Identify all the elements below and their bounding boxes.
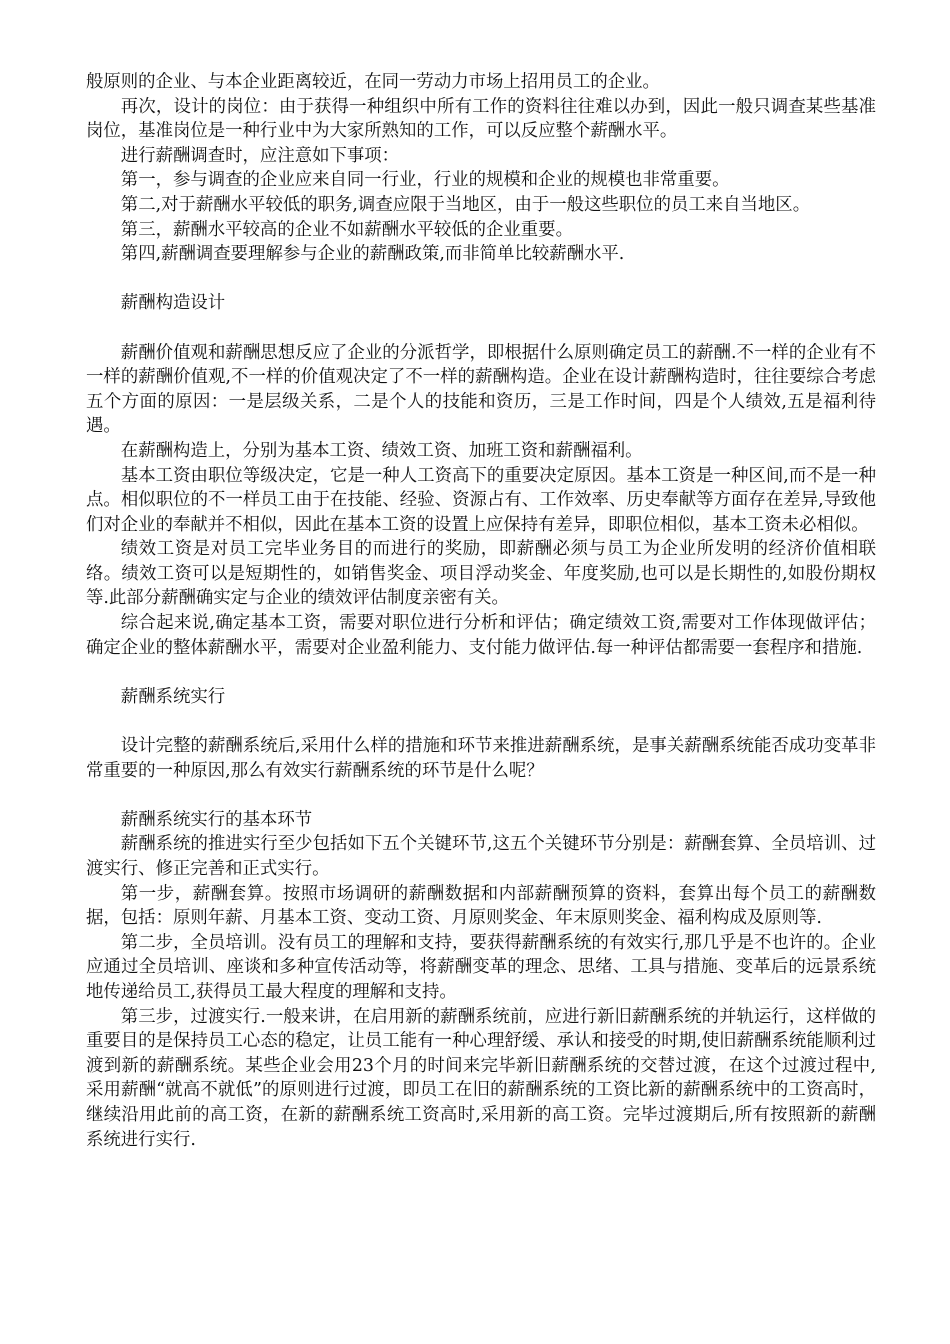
- spacer: [86, 267, 876, 292]
- document-body: [86, 70, 876, 1152]
- paragraph: 综合起来说,确定基本工资，需要对职位进行分析和评估；确定绩效工资,需要对工作体现做评估；确定企业的整体薪酬水平，需要对企业盈利能力、支付能力做评估.每一种评估都需要一套程序和措施.: [86, 613, 876, 658]
- paragraph: 第四,薪酬调查要理解参与企业的薪酬政策,而非简单比较薪酬水平.: [120, 244, 625, 265]
- paragraph: 设计完整的薪酬系统后,采用什么样的措施和环节来推进薪酬系统，是事关薪酬系统能否成功变革非常重要的一种原因,那么有效实行薪酬系统的环节是什么呢？: [86, 736, 876, 781]
- paragraph: 第二,对于薪酬水平较低的职务,调查应限于当地区，由于一般这些职位的员工来自当地区。: [120, 194, 811, 215]
- paragraph: 第三，薪酬水平较高的企业不如薪酬水平较低的企业重要。: [120, 219, 573, 240]
- paragraph: 再次，设计的岗位：由于获得一种组织中所有工作的资料往往难以办到，因此一般只调查某些基准岗位，基准岗位是一种行业中为大家所熟知的工作，可以反应整个薪酬水平。: [86, 96, 876, 142]
- spacer: [86, 660, 876, 685]
- paragraph: 进行薪酬调查时，应注意如下事项：: [120, 145, 400, 166]
- section-heading: 薪酬构造设计: [120, 293, 226, 314]
- section-heading: 薪酬系统实行的基本环节: [120, 809, 313, 830]
- paragraph: 在薪酬构造上，分别为基本工资、绩效工资、加班工资和薪酬福利。: [120, 440, 643, 461]
- paragraph: 第二步，全员培训。没有员工的理解和支持，要获得薪酬系统的有效实行,那几乎是不也许的。企业应通过全员培训、座谈和多种宣传活动等，将薪酬变革的理念、思绪、工具与措施、变革后的远景系统地传递给员工,获得员工最大程度的理解和支持。: [86, 932, 876, 1002]
- spacer: [86, 783, 876, 808]
- paragraph: 基本工资由职位等级决定，它是一种人工资高下的重要决定原因。基本工资是一种区间,而不是一种点。相似职位的不一样员工由于在技能、经验、资源占有、工作效率、历史奉献等方面存在差异,导致他们对企业的奉献并不相似，因此在基本工资的设置上应保持有差异，即职位相似，基本工资未必相似。: [86, 465, 876, 535]
- spacer: [86, 709, 876, 734]
- spacer: [86, 316, 876, 341]
- paragraph: 第一步，薪酬套算。按照市场调研的薪酬数据和内部薪酬预算的资料，套算出每个员工的薪酬数据，包括：原则年薪、月基本工资、变动工资、月原则奖金、年末原则奖金、福利构成及原则等.: [86, 883, 876, 929]
- paragraph: 般原则的企业、与本企业距离较近，在同一劳动力市场上招用员工的企业。: [86, 72, 660, 92]
- paragraph: 薪酬价值观和薪酬思想反应了企业的分派哲学，即根据什么原则确定员工的薪酬.不一样的企业有不一样的薪酬价值观,不一样的价值观决定了不一样的薪酬构造。企业在设计薪酬构造时，往往要综合考虑五个方面的原因：一是层级关系，二是个人的技能和资历，三是工作时间，四是个人绩效,五是福利待遇。: [86, 342, 876, 437]
- paragraph: 绩效工资是对员工完毕业务目的而进行的奖励，即薪酬必须与员工为企业所发明的经济价值相联络。绩效工资可以是短期性的，如销售奖金、项目浮动奖金、年度奖励,也可以是长期性的,如股份期权等.此部分薪酬确实定与企业的绩效评估制度亲密有关。: [86, 539, 876, 609]
- section-heading: 薪酬系统实行: [120, 686, 226, 707]
- paragraph: 薪酬系统的推进实行至少包括如下五个关键环节,这五个关键环节分别是：薪酬套算、全员培训、过渡实行、修正完善和正式实行。: [86, 834, 876, 879]
- paragraph: 第三步，过渡实行.一般来讲，在启用新的薪酬系统前，应进行新旧薪酬系统的并轨运行，这样做的重要目的是保持员工心态的稳定，让员工能有一种心理舒缓、承认和接受的时期,使旧薪酬系统能顺利过渡到新的薪酬系统。某些企业会用23个月的时间来完毕新旧薪酬系统的交替过渡，在这个过渡过程中,采用薪酬“就高不就低”的原则进行过渡，即员工在旧的薪酬系统的工资比新的薪酬系统中的工资高时，继续沿用此前的高工资，在新的薪酬系统工资高时,采用新的高工资。完毕过渡期后,所有按照新的薪酬系统进行实行.: [86, 1006, 876, 1150]
- paragraph: 第一，参与调查的企业应来自同一行业，行业的规模和企业的规模也非常重要。: [120, 170, 730, 191]
